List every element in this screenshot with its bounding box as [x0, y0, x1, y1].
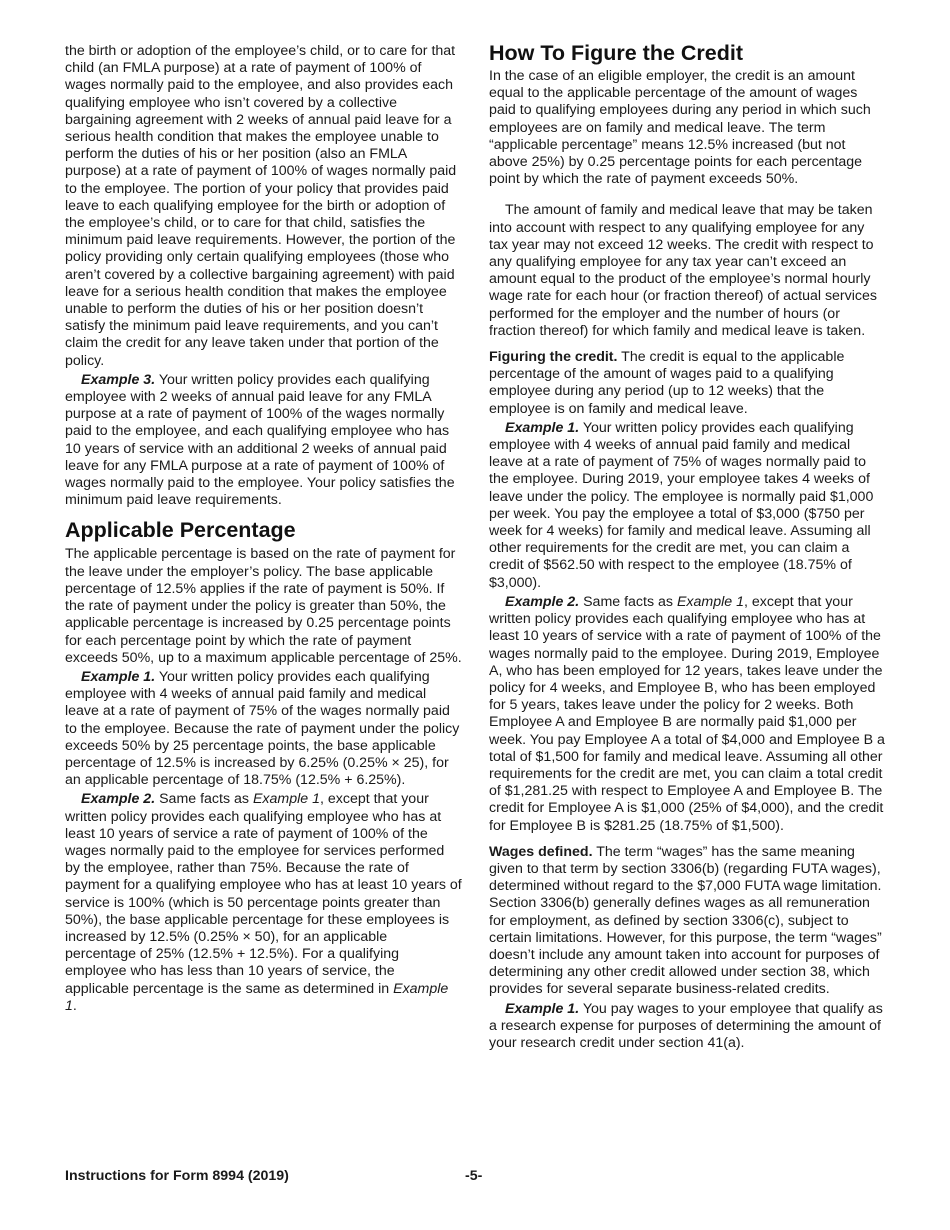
example-3-label: Example 3. [81, 371, 156, 388]
right-column [489, 40, 887, 1052]
fc-example-2-paragraph [489, 594, 887, 835]
footer-form-title: Instructions for Form 8994 (2019) [65, 1168, 289, 1184]
example-3-text: Your written policy provides each qualifying employee with 2 weeks of annual paid leave for any FMLA purpose at a rate of payment of 100% of the wages normally paid to the employee, and each qualifying employee who has 10 years of service with an additional 2 weeks of annual paid leave for any FMLA purpose at a rate of payment of 100% of wages normally paid to the employee. Your policy satisfies the minimum paid leave requirements. [65, 371, 455, 509]
ap-example-2-text-after: , except that your written policy provides each qualifying employee who has at least 10 years of service a rate of payment of 100% of the wages normally paid to the employee for services performed by the employee, rather than 75%. Because the rate of payment for a qualifying employee who has at least 10 years of service is 100% (which is 50 percentage points greater than 50%), the base applicable percentage for these employees is increased by 12.5% (0.25% × 50), for an applicable percentage of 25% (12.5% + 12.5%). For a qualifying employee who has less than 10 years of service, the applicable percentage is the same as determined in [65, 791, 462, 997]
footer-page-number: -5- [465, 1168, 483, 1184]
fc-example-1-label: Example 1. [505, 419, 580, 436]
how-to-figure-heading: How To Figure the Credit [489, 41, 744, 65]
wages-defined-lead: Wages defined. [489, 843, 593, 860]
wd-example-1-label: Example 1. [505, 1000, 580, 1017]
applicable-percentage-paragraph: The applicable percentage is based on the rate of payment for the leave under the employer’s policy. The base applicable percentage of 12.5% applies if the rate of payment is 50%. If the rate of payment under the policy is greater than 50%, the applicable percentage is increased by 0.25 percentage points for each percentage point by which the rate of payment exceeds 50%, up to a maximum applicable percentage of 25%. [65, 546, 462, 666]
left-column [65, 43, 462, 1015]
wages-defined-paragraph [489, 844, 887, 999]
fc-example-1-paragraph [489, 420, 887, 592]
wages-defined-text: The term “wages” has the same meaning given to that term by section 3306(b) (regarding FUTA wages), determined without regard to the $7,000 FUTA wage limitation. Section 3306(b) generally defines wages as all remuneration for employment, as defined by section 3306(c), subject to certain limitations. However, for this purpose, the term “wages” doesn’t include any amount taken into account for purposes of determining any other credit allowed under section 38, which provides for several separate business-related credits. [489, 843, 882, 998]
fc-example-1-text: Your written policy provides each qualifying employee with 4 weeks of annual paid family and medical leave at a rate of payment of 75% of wages normally paid to the employee. During 2019, your employee takes 4 weeks of leave under the policy. The employee is normally paid $1,000 per week. You pay the employee a total of $3,000 ($750 per week for 4 weeks) for family and medical leave. Assuming all other requirements for the credit are met, you can claim a credit of $562.50 with respect to the employee (18.75% of $3,000). [489, 419, 874, 591]
ap-example-2-ref2: Example 1 [65, 980, 449, 1014]
how-to-figure-paragraph-1: In the case of an eligible employer, the credit is an amount equal to the applicable percentage of the amount of wages paid to qualifying employees during any period in which such employees are on family and medical leave. The term “applicable percentage” means 12.5% increased (but not above 25%) by 0.25 percentage points for each percentage point by which the rate of payment exceeds 50%. [489, 68, 871, 188]
fc-example-2-ref: Example 1 [676, 593, 744, 610]
fc-example-2-text-after: , except that your written policy provides each qualifying employee who has at least 10 years of service with a rate of payment of 100% of the wages normally paid to the employee. During 2019, Employee A, who has been employed for 12 years, takes leave under the policy for 4 weeks, and Employee B, who has been employed for 5 years, takes leave under the policy for 2 weeks. Both Employee A and Employee B are normally paid $1,000 per week. You pay Employee A a total of $4,000 and Employee B a total of $1,500 for family and medical leave. Assuming all other requirements for the credit are met, you can claim a total credit of $1,281.25 with respect to Employee A and Employee B. The credit for Employee A is $1,000 (25% of $4,000), and the credit for Employee B is $281.25 (18.75% of $1,500). [489, 593, 885, 834]
ap-example-1-text: Your written policy provides each qualifying employee with 4 weeks of annual paid family and medical leave at a rate of payment of 75% of the wages normally paid to the employee. Because the rate of payment under the policy exceeds 50% by 25 percentage points, the base applicable percentage of 12.5% is increased by 6.25% (0.25% × 25), for an applicable percentage of 18.75% (12.5% + 6.25%). [65, 668, 460, 789]
ap-example-2-paragraph [65, 791, 462, 1015]
ap-example-2-label: Example 2. [81, 791, 156, 808]
ap-example-2-end: . [72, 997, 77, 1014]
ap-example-1-paragraph [65, 669, 462, 789]
figuring-credit-text: The credit is equal to the applicable percentage of the amount of wages paid to a qualifying employee during any period (up to 12 weeks) that the employee is on family and medical leave. [489, 349, 845, 417]
wd-example-1-paragraph [489, 1001, 887, 1053]
figuring-credit-paragraph [489, 349, 887, 418]
how-to-figure-paragraph-2: The amount of family and medical leave that may be taken into account with respect to any qualifying employee for any tax year may not exceed 12 weeks. The credit with respect to any qualifying employee for any tax year can’t exceed an amount equal to the product of the employee’s normal hourly wage rate for each hour (or fraction thereof) of actual services performed for the employer and the number of hours (or fraction thereof) for which family and medical leave is taken. [489, 202, 877, 339]
intro-paragraph: the birth or adoption of the employee’s child, or to care for that child (an FMLA purpose) at a rate of payment of 100% of wages normally paid to the employee, and also provides each qualifying employee who isn’t covered by a collective bargaining agreement with 2 weeks of annual paid leave for a serious health condition that makes the employee unable to perform the duties of his or her position (also an FMLA purpose) at a rate of payment of 100% of wages normally paid to the employee. The portion of your policy that provides paid leave to each qualifying employee for the birth or adoption of the employee’s child, or to care for that child, satisfies the minimum paid leave requirements. However, the portion of the policy providing only certain qualifying employees (those who aren’t covered by a collective bargaining agreement) with paid leave for a serious health condition that makes the employee unable to perform the duties of his or her position doesn’t satisfy the minimum paid leave requirements, and you can’t claim the credit for any leave taken under that portion of the policy. [65, 43, 457, 369]
fc-example-2-text-before: Same facts as [583, 593, 673, 610]
fc-example-2-label: Example 2. [505, 593, 580, 610]
ap-example-1-label: Example 1. [81, 668, 156, 685]
ap-example-2-ref: Example 1 [252, 791, 320, 808]
applicable-percentage-heading: Applicable Percentage [65, 518, 296, 543]
ap-example-2-text-before: Same facts as [159, 791, 249, 808]
wd-example-1-text: You pay wages to your employee that qualify as a research expense for purposes of determining the amount of your research credit under section 41(a). [489, 1000, 883, 1051]
figuring-credit-lead: Figuring the credit. [489, 349, 618, 366]
example-3-paragraph [65, 372, 462, 510]
